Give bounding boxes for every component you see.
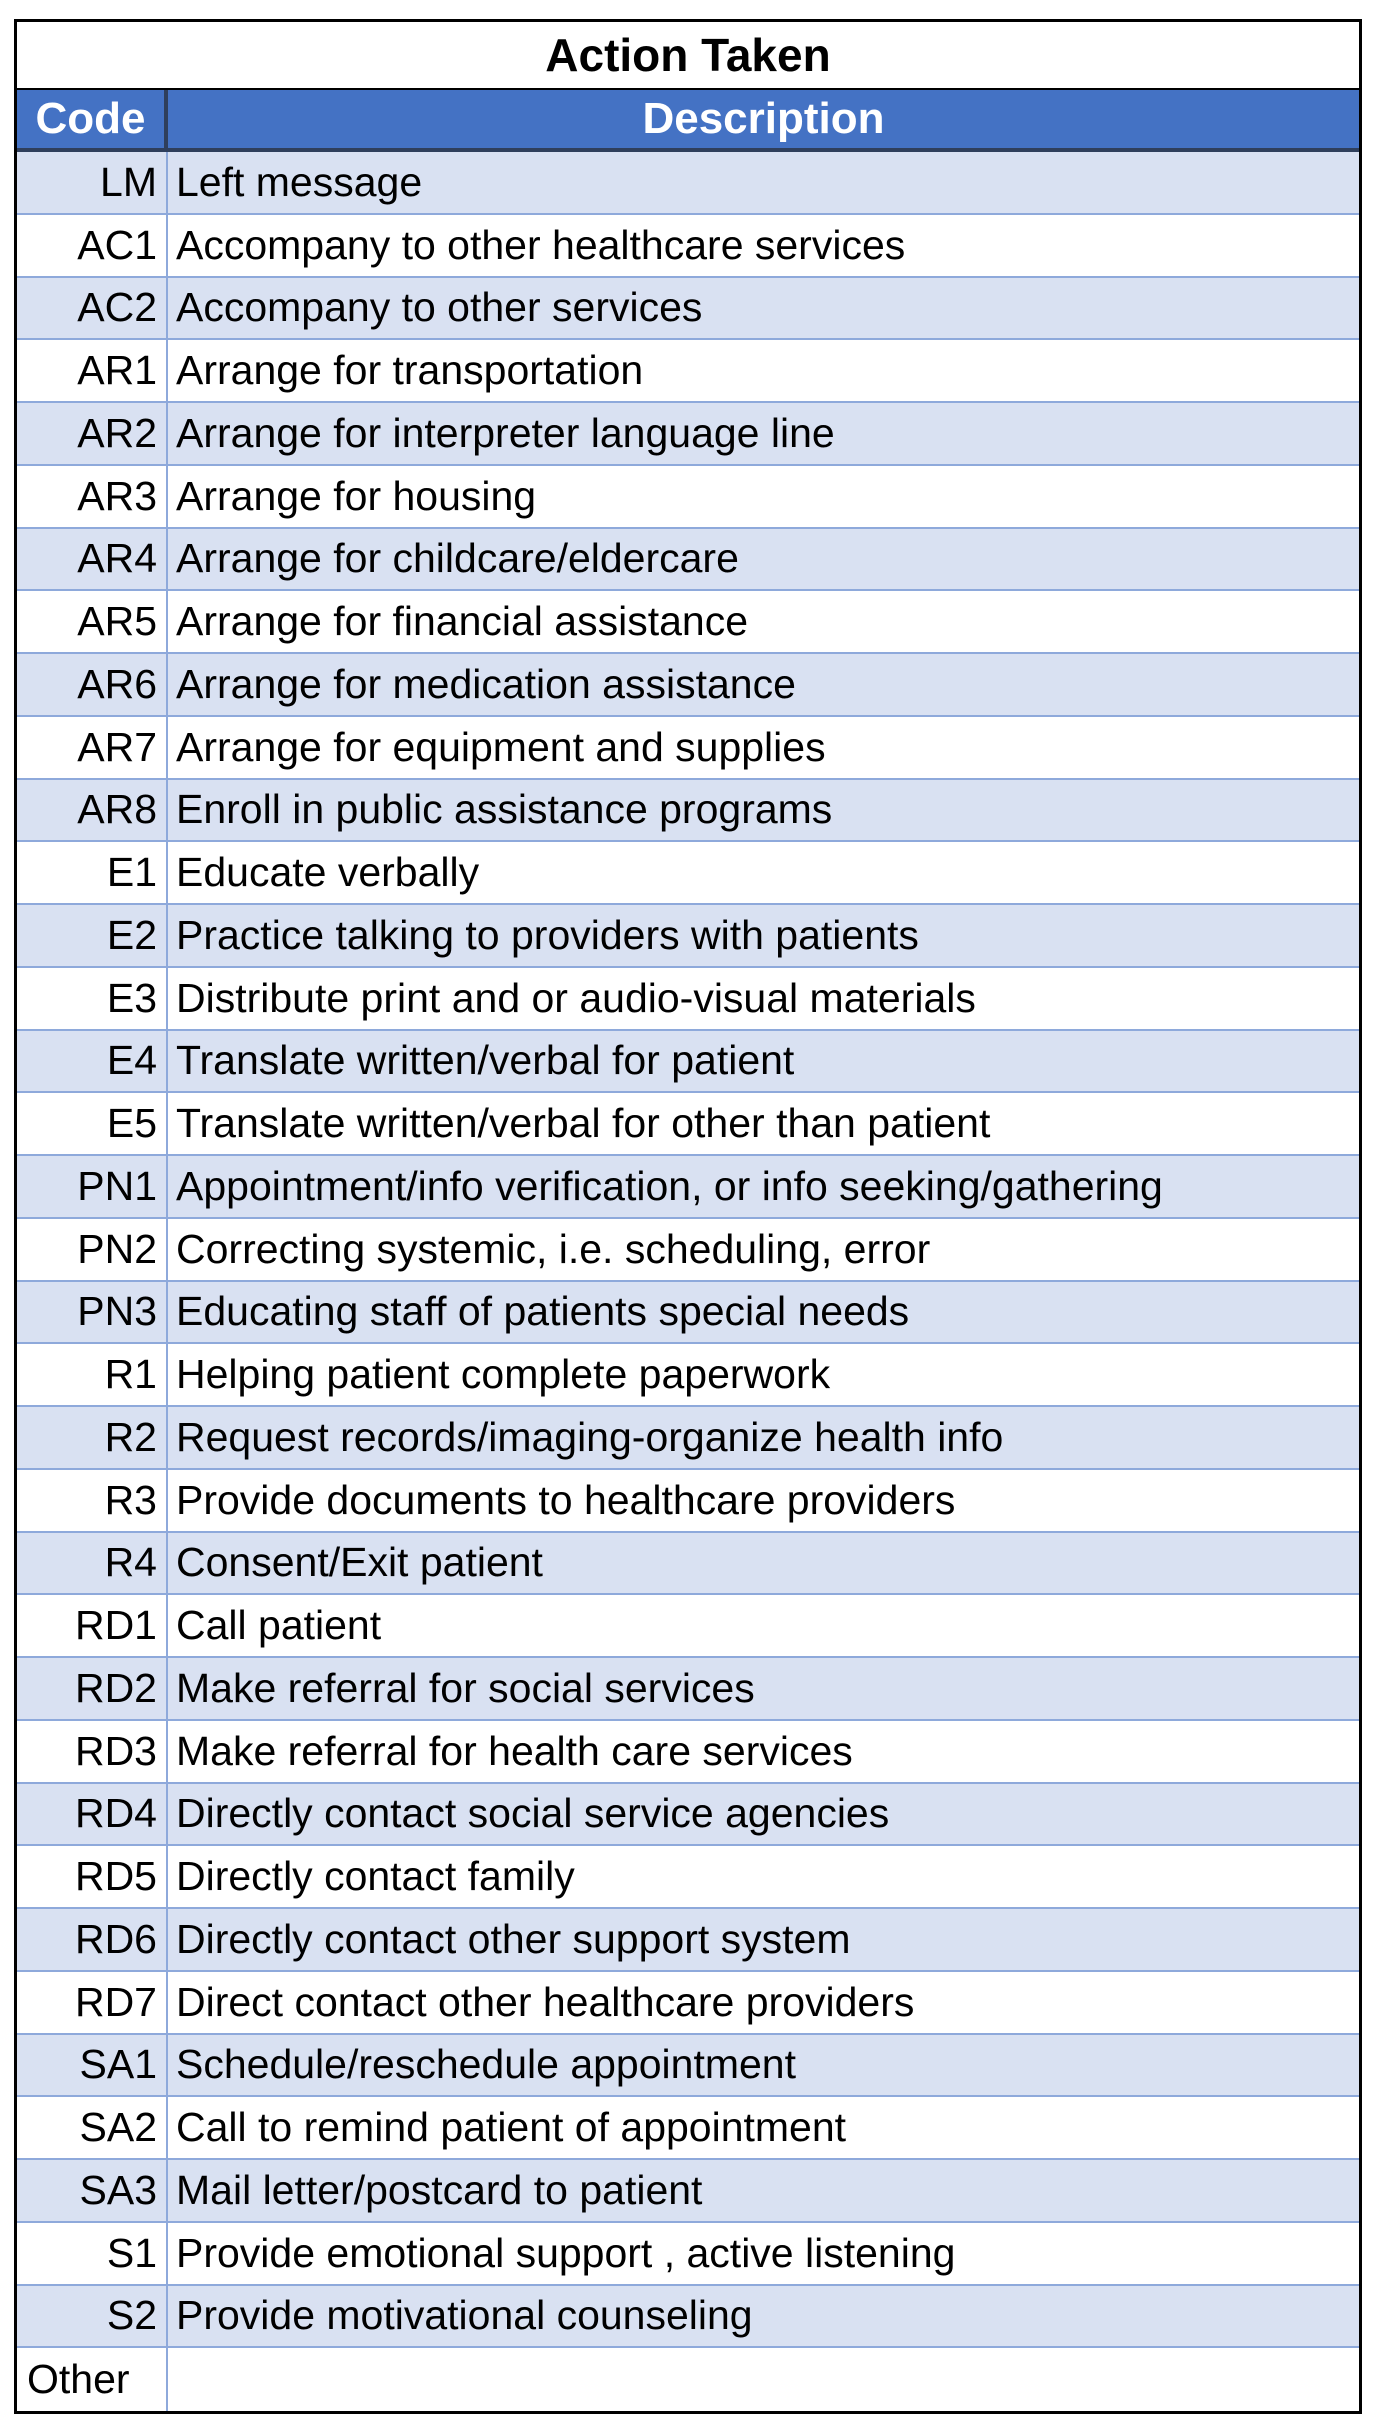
table-row — [17, 1909, 1359, 1972]
code-cell: E5 — [17, 1093, 168, 1154]
description-cell: Call to remind patient of appointment — [176, 2104, 847, 2151]
table-row — [17, 780, 1359, 843]
table-row — [17, 2223, 1359, 2286]
table-row — [17, 1156, 1359, 1219]
code-cell: RD6 — [17, 1909, 168, 1970]
code-cell: R3 — [17, 1470, 168, 1531]
table-title: Action Taken — [17, 22, 1359, 90]
description-cell: Direct contact other healthcare providers — [176, 1978, 915, 2025]
code-cell: AR1 — [17, 340, 168, 401]
table-row — [17, 1721, 1359, 1784]
code-cell: RD7 — [17, 1972, 168, 2033]
code-cell: SA1 — [17, 2035, 168, 2096]
description-cell: Make referral for social services — [176, 1664, 755, 1711]
description-cell: Educate verbally — [176, 849, 480, 896]
description-cell: Arrange for financial assistance — [176, 598, 749, 645]
table-row — [17, 1093, 1359, 1156]
table-row — [17, 1784, 1359, 1847]
code-cell: AR2 — [17, 403, 168, 464]
table-row — [17, 152, 1359, 215]
table-row — [17, 2160, 1359, 2223]
table-row — [17, 466, 1359, 529]
description-cell: Provide documents to healthcare providers — [176, 1476, 956, 1523]
table-row — [17, 340, 1359, 403]
description-cell: Schedule/reschedule appointment — [176, 2041, 796, 2088]
description-cell: Directly contact other support system — [176, 1915, 851, 1962]
description-cell: Distribute print and or audio-visual materials — [176, 974, 976, 1021]
description-cell: Translate written/verbal for other than patient — [176, 1100, 991, 1147]
table-row — [17, 2035, 1359, 2098]
table-row — [17, 968, 1359, 1031]
description-cell: Arrange for equipment and supplies — [176, 723, 826, 770]
description-cell: Correcting systemic, i.e. scheduling, error — [176, 1225, 931, 1272]
description-cell: Accompany to other healthcare services — [176, 221, 906, 268]
description-cell: Directly contact social service agencies — [176, 1790, 890, 1837]
table-row — [17, 1282, 1359, 1345]
table-row — [17, 2286, 1359, 2349]
code-cell: PN2 — [17, 1219, 168, 1280]
code-cell: RD2 — [17, 1658, 168, 1719]
code-cell: AR7 — [17, 717, 168, 778]
description-cell: Accompany to other services — [176, 284, 703, 331]
code-column-header: Code — [17, 90, 168, 148]
table-row — [17, 403, 1359, 466]
code-cell: AR8 — [17, 780, 168, 841]
code-cell: R4 — [17, 1533, 168, 1594]
description-cell: Arrange for interpreter language line — [176, 409, 835, 456]
description-cell: Enroll in public assistance programs — [176, 786, 833, 833]
code-cell: LM — [17, 152, 168, 213]
code-cell: RD4 — [17, 1784, 168, 1845]
code-cell: E1 — [17, 842, 168, 903]
table-row — [17, 1658, 1359, 1721]
description-cell: Educating staff of patients special needs — [176, 1288, 910, 1335]
code-cell: PN3 — [17, 1282, 168, 1343]
table-row — [17, 905, 1359, 968]
code-cell: E3 — [17, 968, 168, 1029]
table-row — [17, 1595, 1359, 1658]
table-row — [17, 1219, 1359, 1282]
description-cell: Make referral for health care services — [176, 1727, 853, 1774]
code-cell: S1 — [17, 2223, 168, 2284]
code-cell: E4 — [17, 1031, 168, 1092]
table-row — [17, 529, 1359, 592]
description-cell: Arrange for medication assistance — [176, 660, 796, 707]
code-cell: AR6 — [17, 654, 168, 715]
code-cell: AC1 — [17, 215, 168, 276]
description-cell: Call patient — [176, 1602, 382, 1649]
description-cell: Arrange for childcare/eldercare — [176, 535, 739, 582]
description-cell: Arrange for transportation — [176, 347, 644, 394]
table-row — [17, 1972, 1359, 2035]
table-row — [17, 1407, 1359, 1470]
table-row — [17, 1031, 1359, 1094]
code-cell: RD1 — [17, 1595, 168, 1656]
description-cell: Left message — [176, 158, 423, 205]
table-body — [17, 152, 1359, 2411]
table-row — [17, 717, 1359, 780]
code-cell: AR3 — [17, 466, 168, 527]
description-cell: Translate written/verbal for patient — [176, 1037, 795, 1084]
description-cell: Appointment/info verification, or info seeking/gathering — [176, 1162, 1163, 1209]
description-cell: Practice talking to providers with patients — [176, 911, 919, 958]
table-row — [17, 2348, 1359, 2411]
code-cell: AR4 — [17, 529, 168, 590]
description-cell: Directly contact family — [176, 1853, 575, 1900]
code-cell: RD5 — [17, 1846, 168, 1907]
code-cell: SA2 — [17, 2097, 168, 2158]
code-cell: Other — [17, 2348, 168, 2411]
description-cell: Request records/imaging-organize health info — [176, 1413, 1004, 1460]
table-row — [17, 278, 1359, 341]
description-column-header: Description — [642, 94, 885, 143]
description-cell: Consent/Exit patient — [176, 1539, 543, 1586]
description-cell: Arrange for housing — [176, 472, 537, 519]
code-cell: SA3 — [17, 2160, 168, 2221]
code-cell: R2 — [17, 1407, 168, 1468]
code-cell: AR5 — [17, 591, 168, 652]
table-header-row — [17, 90, 1359, 152]
code-cell: S2 — [17, 2286, 168, 2347]
table-row — [17, 2097, 1359, 2160]
action-taken-table — [14, 19, 1362, 2414]
table-row — [17, 1470, 1359, 1533]
description-cell: Mail letter/postcard to patient — [176, 2166, 703, 2213]
code-cell: PN1 — [17, 1156, 168, 1217]
description-cell — [168, 2348, 1359, 2411]
description-cell: Provide emotional support , active listening — [176, 2229, 956, 2276]
code-cell: RD3 — [17, 1721, 168, 1782]
code-cell: E2 — [17, 905, 168, 966]
table-row — [17, 1533, 1359, 1596]
table-row — [17, 1344, 1359, 1407]
description-cell: Provide motivational counseling — [176, 2292, 753, 2339]
table-row — [17, 1846, 1359, 1909]
table-row — [17, 842, 1359, 905]
table-row — [17, 654, 1359, 717]
code-cell: AC2 — [17, 278, 168, 339]
description-cell: Helping patient complete paperwork — [176, 1351, 831, 1398]
table-row — [17, 591, 1359, 654]
code-cell: R1 — [17, 1344, 168, 1405]
table-row — [17, 215, 1359, 278]
